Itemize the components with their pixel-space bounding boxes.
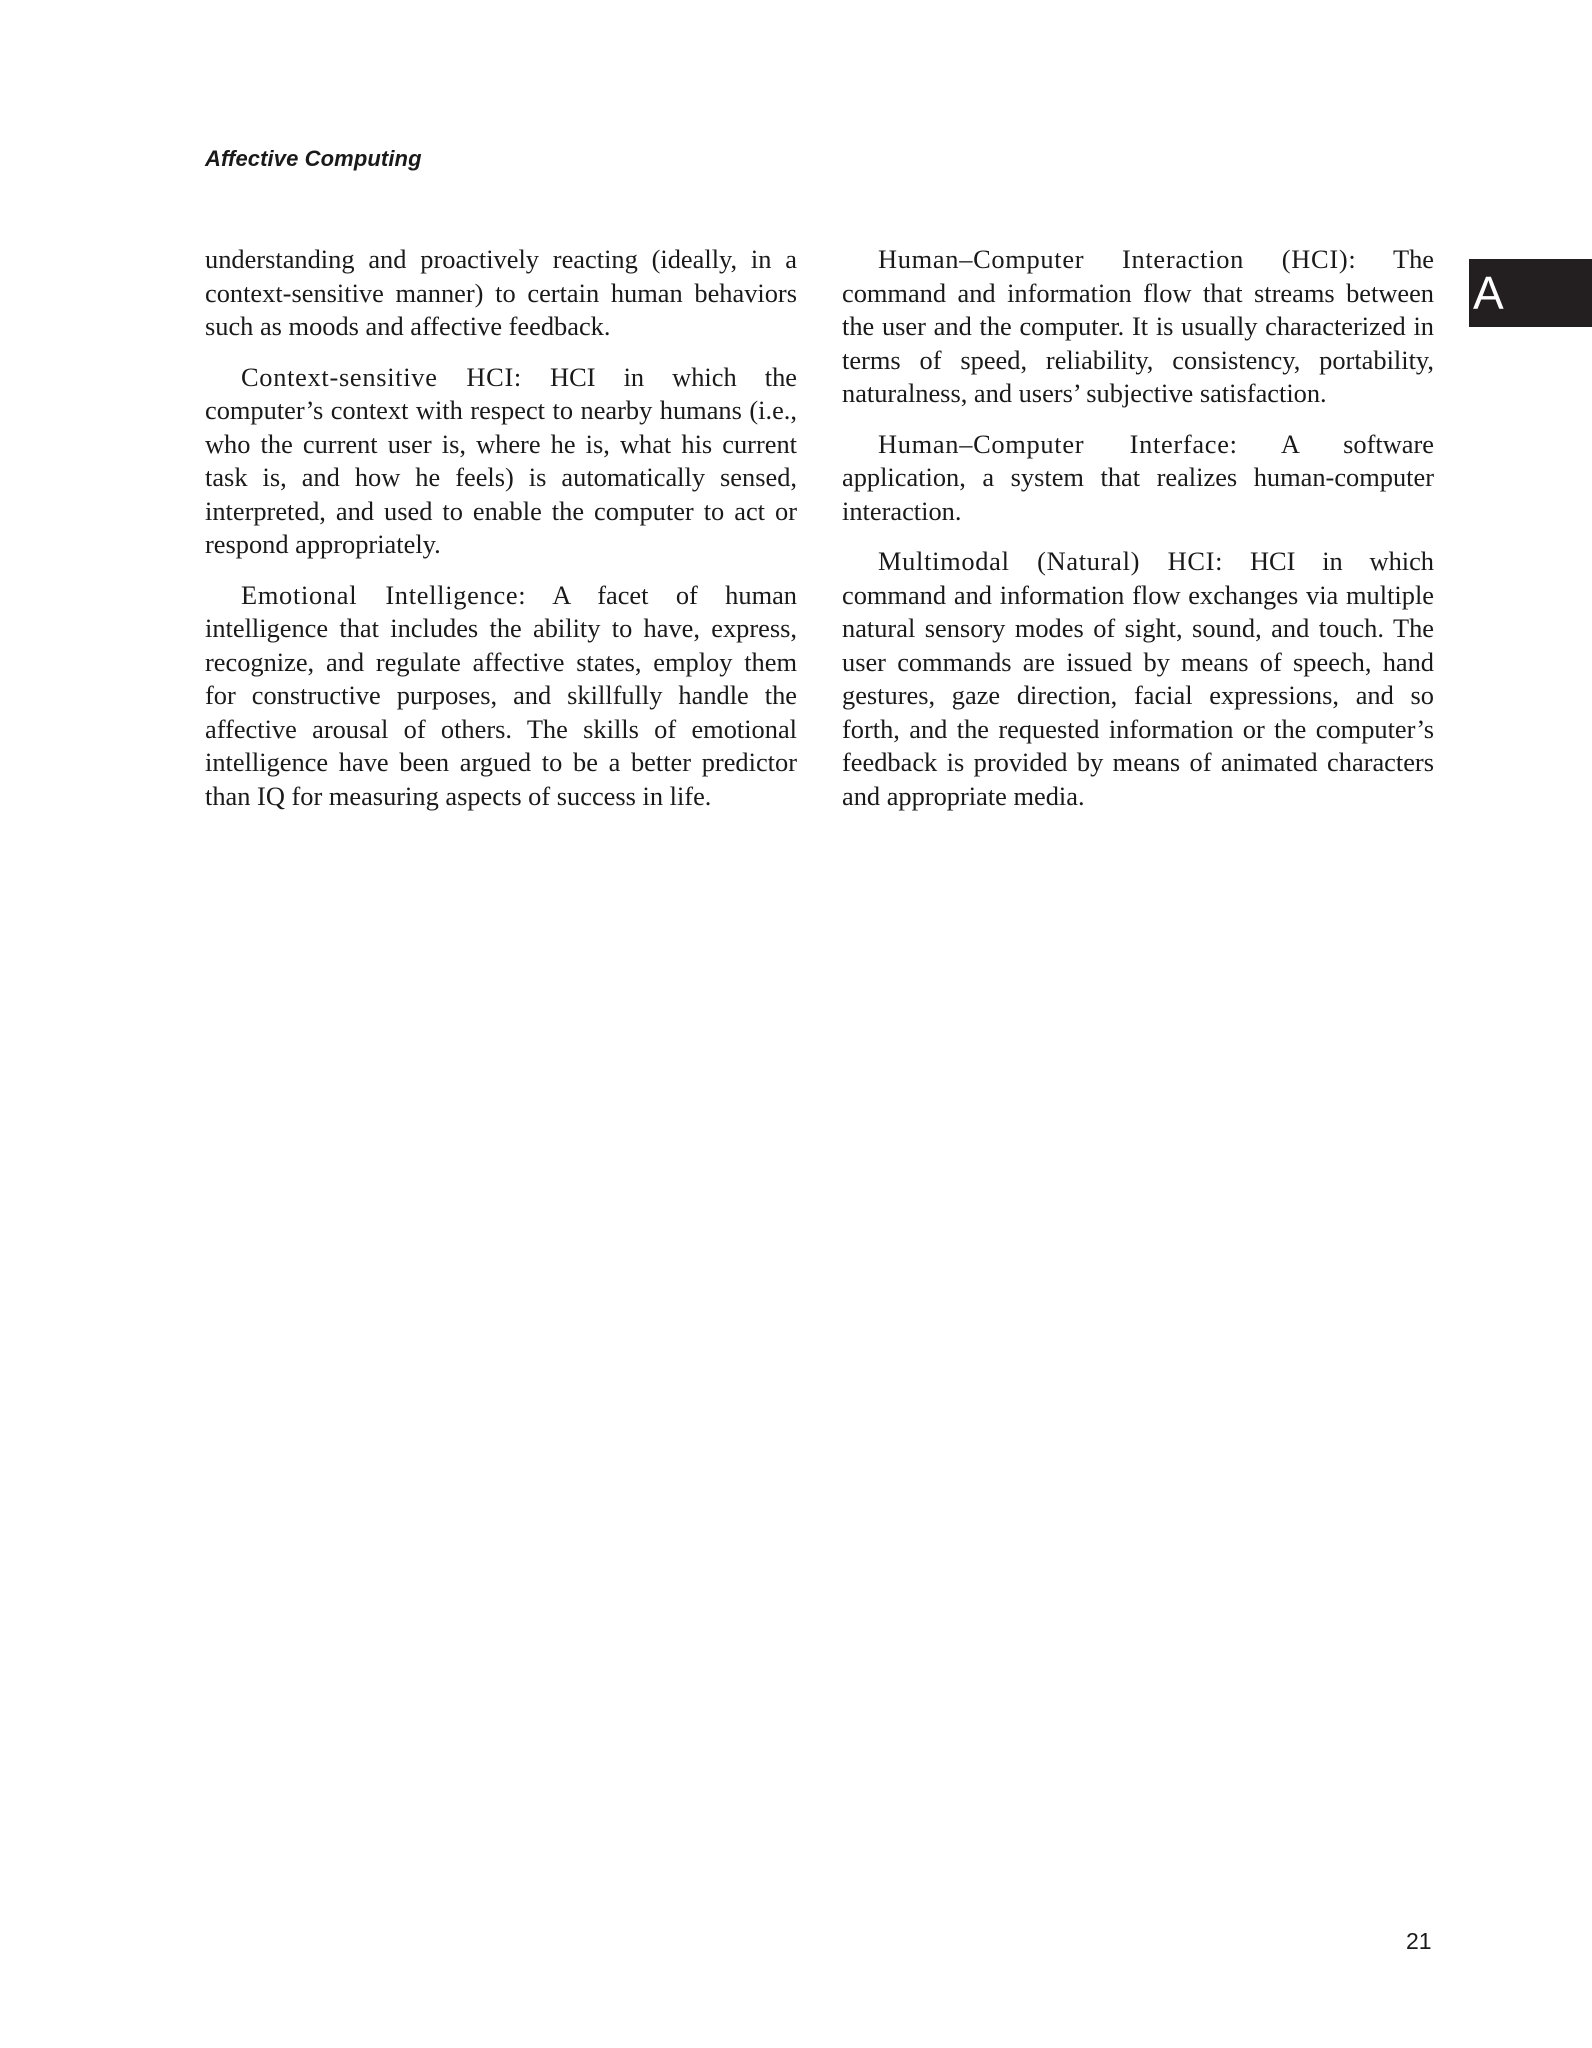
running-head-title: Affective Computing <box>205 146 422 171</box>
glossary-definition: The command and information flow that streams between the user and the computer. It is usually characterized in terms of speed, reliability, consistency, portability, naturalness, and users’ subjective satisfaction. <box>842 244 1434 408</box>
glossary-entry-emotional-intelligence <box>205 579 797 814</box>
left-column <box>205 243 797 830</box>
glossary-term: Context-sensitive HCI: <box>241 361 522 392</box>
glossary-entry-human-computer-interface <box>842 428 1434 529</box>
glossary-entry-context-sensitive-hci <box>205 361 797 562</box>
glossary-definition: A software application, a system that realizes human-computer interaction. <box>842 428 1434 526</box>
glossary-term: Human–Computer Interface: <box>878 428 1238 459</box>
right-column <box>842 243 1434 830</box>
glossary-term: Human–Computer Interaction (HCI): <box>878 244 1357 274</box>
glossary-term: Emotional Intelligence: <box>241 579 527 610</box>
glossary-entry-hci <box>842 243 1434 411</box>
paragraph-continuation: understanding and proactively reacting (ideally, in a context-sensitive manner) to certain human behaviors such as moods and affective feedback. <box>205 244 797 341</box>
glossary-definition: HCI in which the computer’s context with respect to nearby humans (i.e., who the current user is, where he is, what his current task is, and how he feels) is automatically sensed, interpreted, and used to enable the computer to act or respond appropriately. <box>205 361 797 559</box>
page-number: 21 <box>1406 1928 1432 1954</box>
glossary-term: Multimodal (Natural) HCI: <box>878 546 1224 576</box>
glossary-definition: A facet of human intelligence that includes the ability to have, express, recognize, and regulate affective states, employ them for constructive purposes, and skillfully handle the affective arousal of others. The skills of emotional intelligence have been argued to be a better predictor than IQ for measuring aspects of success in life. <box>205 579 798 811</box>
section-thumb-tab: A <box>1469 259 1592 327</box>
glossary-definition: HCI in which command and information flow exchanges via multiple natural sensory modes of sight, sound, and touch. The user commands are issued by means of speech, hand gestures, gaze direction, facial expressions, and so forth, and the requested information or the computer’s feedback is provided by means of animated characters and appropriate media. <box>842 546 1435 811</box>
glossary-entry-multimodal-hci <box>842 545 1434 813</box>
